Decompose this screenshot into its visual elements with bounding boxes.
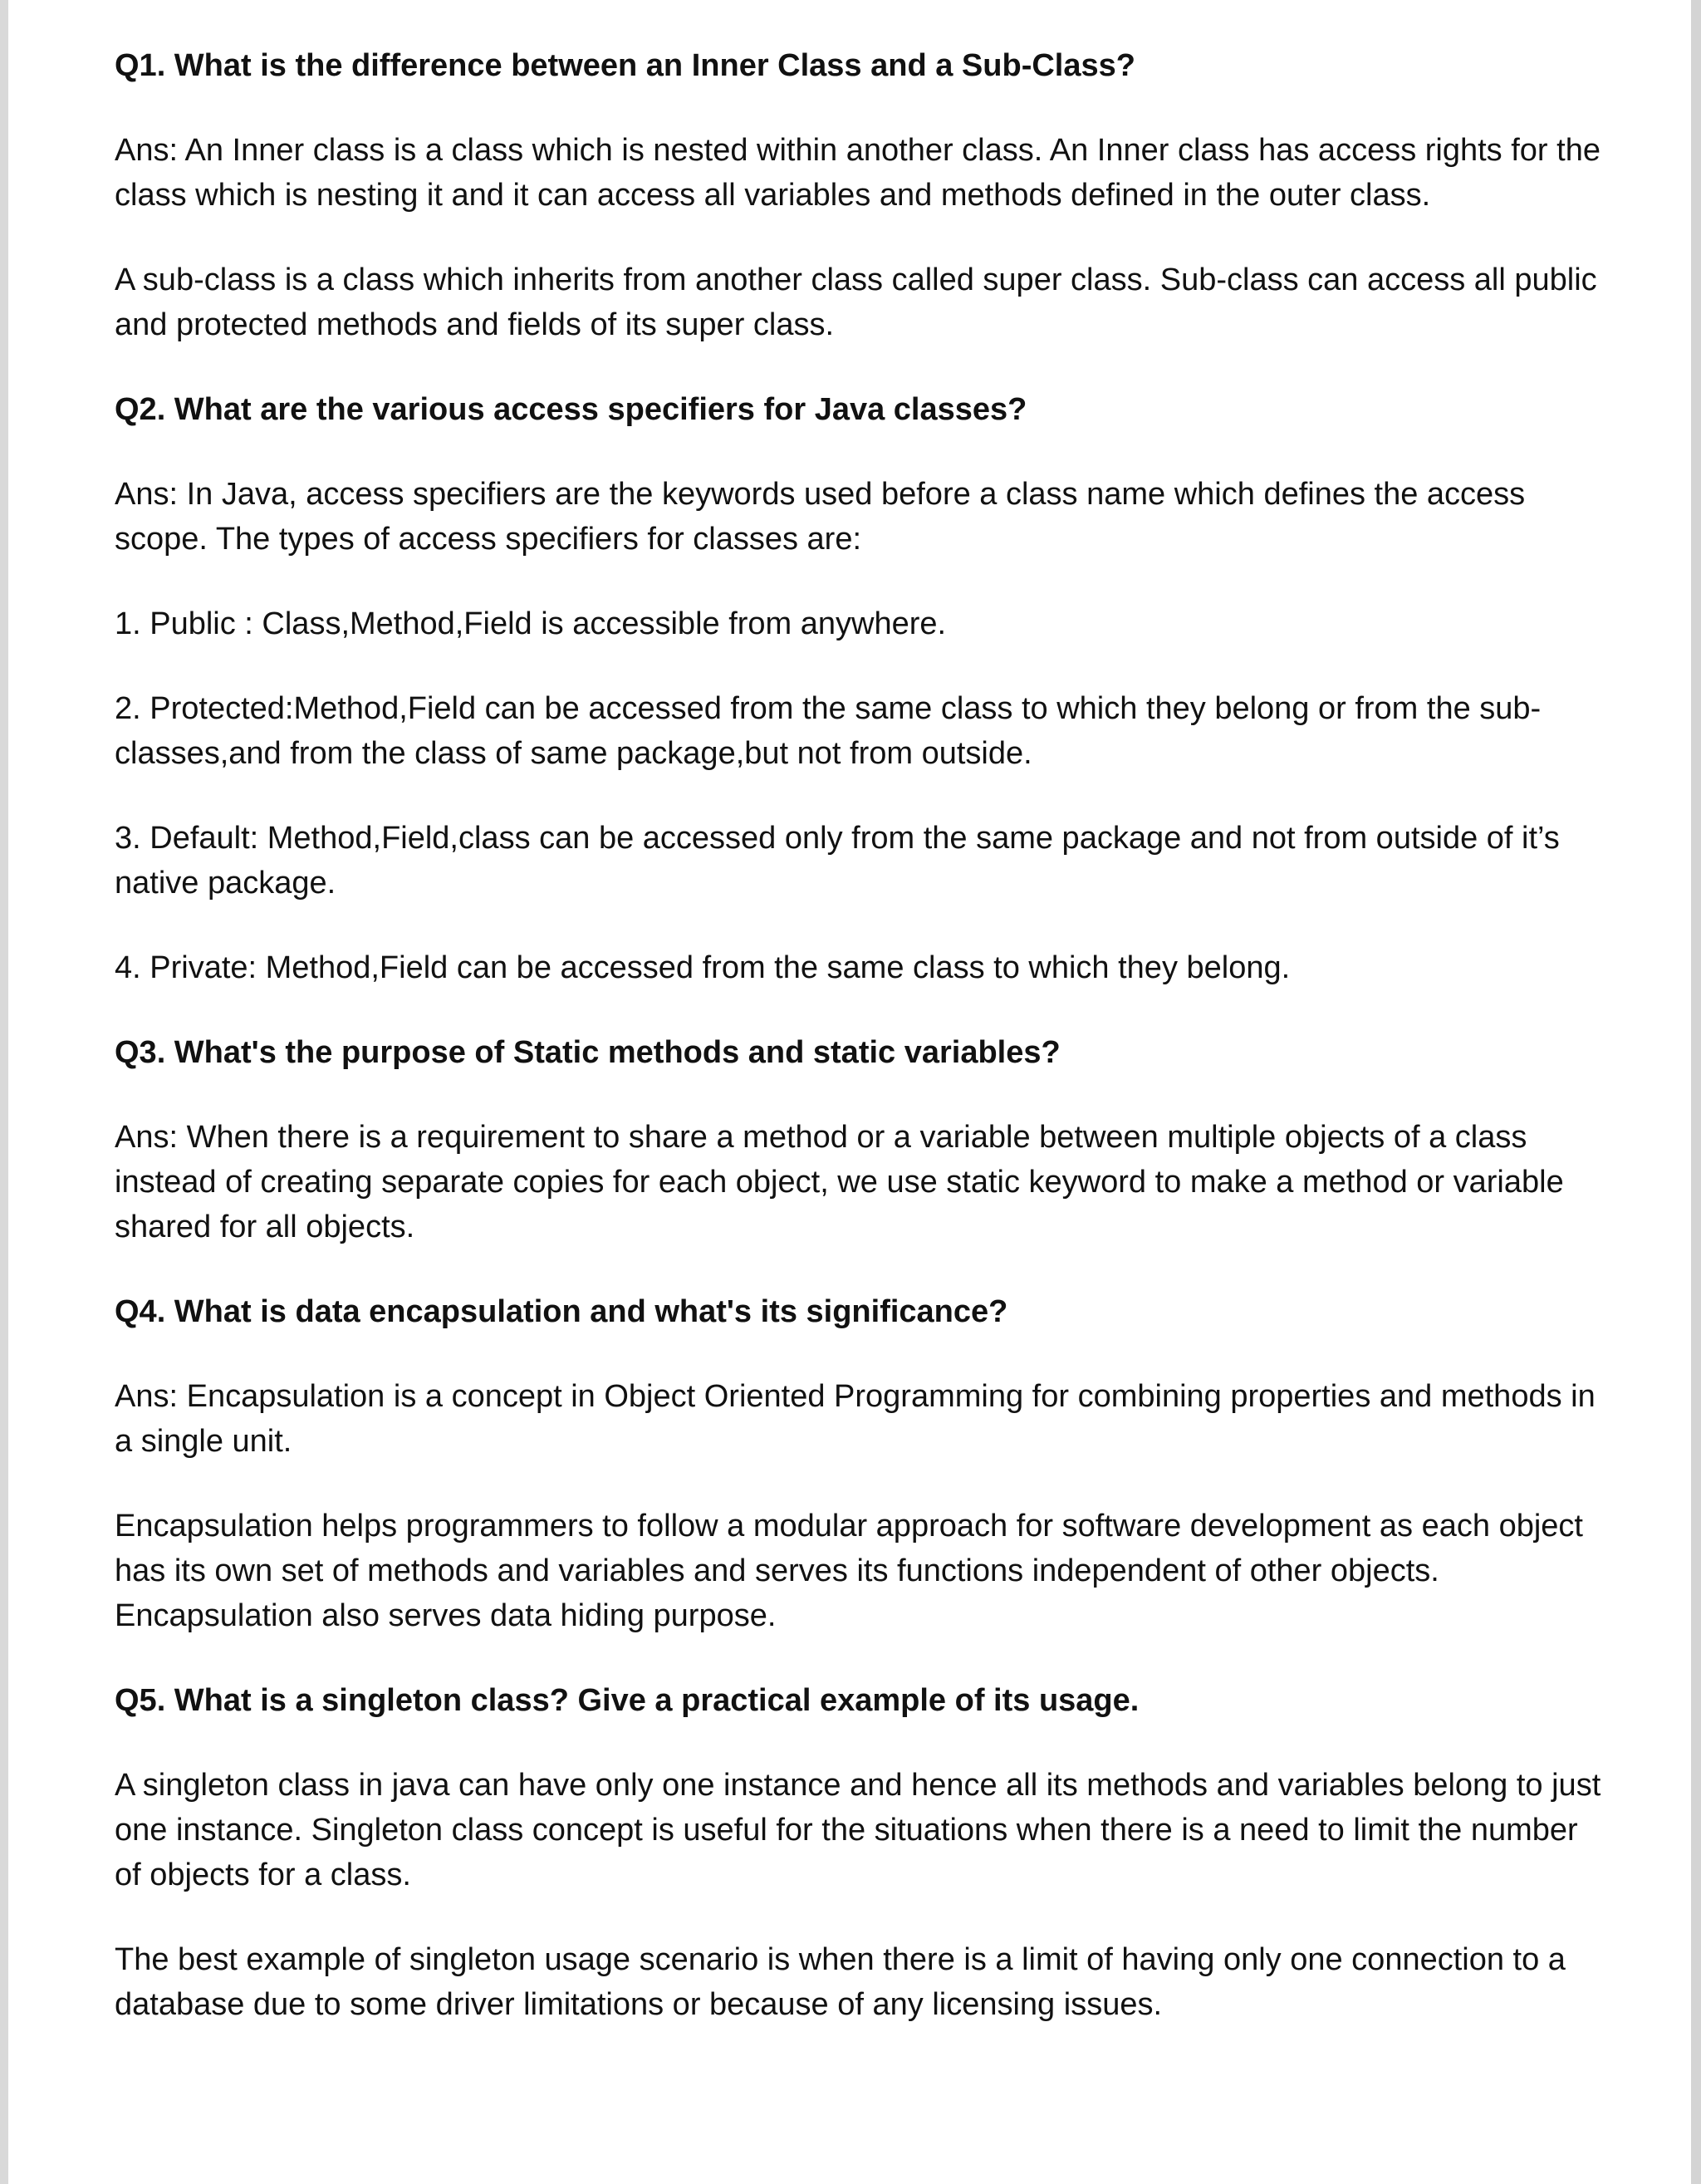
question-3-answer-1: Ans: When there is a requirement to share a method or a variable between multiple objects of a class instead of creating separate copies for each object, we use static keyword to make a method or variable shared for all objects. (115, 1120, 1564, 1244)
question-2-item-default: 3. Default: Method,Field,class can be accessed only from the same package and not from outside of it’s native package. (115, 821, 1560, 901)
page-edge-right (1691, 0, 1701, 2184)
document-body (115, 43, 1601, 2027)
question-2-item-public: 1. Public : Class,Method,Field is accessible from anywhere. (115, 606, 947, 641)
question-4-answer-2: Encapsulation helps programmers to follow a modular approach for software development as each object has its own set of methods and variables and serves its functions independent of other objects. Encapsulation also serves data hiding purpose. (115, 1509, 1583, 1633)
question-1-title: Q1. What is the difference between an Inner Class and a Sub-Class? (115, 48, 1135, 83)
question-5-title: Q5. What is a singleton class? Give a practical example of its usage. (115, 1683, 1140, 1718)
question-2-title: Q2. What are the various access specifiers for Java classes? (115, 392, 1027, 427)
question-2-item-protected: 2. Protected:Method,Field can be accessed from the same class to which they belong or from the sub-classes,and from the class of same package,but not from outside. (115, 691, 1542, 771)
question-2-answer-1: Ans: In Java, access specifiers are the keywords used before a class name which defines the access scope. The types of access specifiers for classes are: (115, 477, 1526, 557)
question-1-answer-1: Ans: An Inner class is a class which is nested within another class. An Inner class has access rights for the class which is nesting it and it can access all variables and methods defined in the outer class. (115, 133, 1601, 213)
question-2-item-private: 4. Private: Method,Field can be accessed from the same class to which they belong. (115, 950, 1291, 985)
question-5-answer-2: The best example of singleton usage scenario is when there is a limit of having only one connection to a database due to some driver limitations or because of any licensing issues. (115, 1942, 1566, 2022)
question-3-title: Q3. What's the purpose of Static methods and static variables? (115, 1035, 1061, 1070)
question-4-answer-1: Ans: Encapsulation is a concept in Object Oriented Programming for combining properties and methods in a single unit. (115, 1379, 1596, 1459)
page-edge-left (0, 0, 8, 2184)
question-4-title: Q4. What is data encapsulation and what's its significance? (115, 1294, 1008, 1329)
question-5-answer-1: A singleton class in java can have only one instance and hence all its methods and variables belong to just one instance. Singleton class concept is useful for the situations when there is a need to limit the number of objects for a class. (115, 1768, 1601, 1892)
question-1-answer-2: A sub-class is a class which inherits from another class called super class. Sub-class can access all public and protected methods and fields of its super class. (115, 263, 1597, 342)
